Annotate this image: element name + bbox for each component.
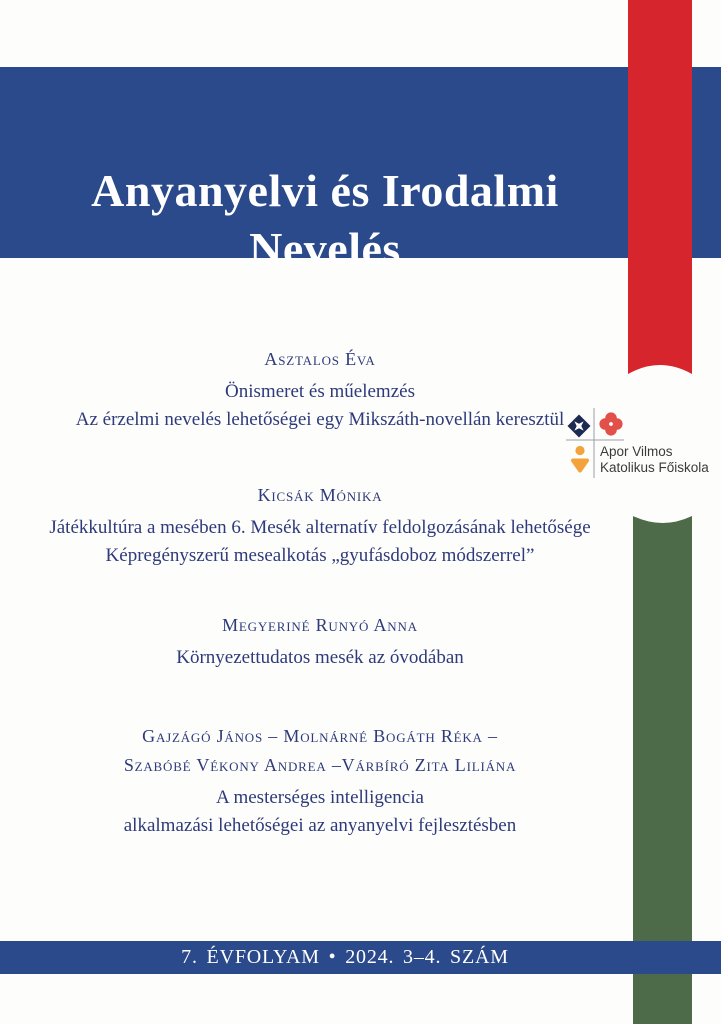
toc-entry: [0, 722, 640, 840]
entry-title-line: alkalmazási lehetőségei az anyanyelvi fejlesztésben: [123, 815, 517, 836]
quatrefoil-icon: [599, 412, 622, 435]
logo-name-line2: Katolikus Főiskola: [600, 460, 709, 475]
entry-title: [0, 514, 640, 570]
entry-authors: Asztalos Éva: [264, 349, 376, 369]
entry-title: [0, 378, 640, 434]
toc-entry: [0, 481, 640, 570]
entry-title: [0, 644, 640, 672]
entry-title-line: Az érzelmi nevelés lehetőségei egy Mikszáth-novellán keresztül: [75, 409, 565, 430]
toc-entry: [0, 611, 640, 672]
toc-entry: [0, 345, 640, 434]
entry-authors: Kicsák Mónika: [257, 485, 383, 505]
entry-title-line: A mesterséges intelligencia: [216, 787, 424, 808]
entry-title-line: Képregényszerű mesealkotás „gyufásdoboz módszerrel”: [105, 545, 535, 566]
entry-authors-line: Szabóbé Vékony Andrea –Várbíró Zita Liliána: [123, 755, 517, 775]
person-icon: [573, 446, 587, 471]
entry-title-line: Környezettudatos mesék az óvodában: [176, 647, 464, 668]
entry-authors: [0, 722, 640, 780]
entry-authors-line: Gajzágó János – Molnárné Bogáth Réka –: [142, 726, 498, 746]
footer-band: [0, 941, 721, 974]
header-band: [0, 67, 721, 274]
journal-title-line1: Anyanyelvi és Irodalmi: [91, 165, 559, 216]
logo-name-line1: Apor Vilmos: [600, 444, 673, 459]
diamond-star-icon: [568, 415, 591, 438]
red-ribbon: [628, 0, 692, 378]
journal-title-line2: Nevelés: [249, 223, 401, 274]
issue-info: 7. ÉVFOLYAM • 2024. 3–4. SZÁM: [181, 946, 509, 968]
entry-title-line: Önismeret és műelemzés: [225, 381, 415, 402]
entry-authors: Megyeriné Runyó Anna: [222, 615, 418, 635]
journal-title: [0, 162, 650, 278]
entry-title-line: Játékkultúra a mesében 6. Mesék alternatív feldolgozásának lehetősége: [49, 517, 591, 538]
apor-vilmos-college-logo: [560, 404, 720, 482]
entry-title: [0, 784, 640, 840]
